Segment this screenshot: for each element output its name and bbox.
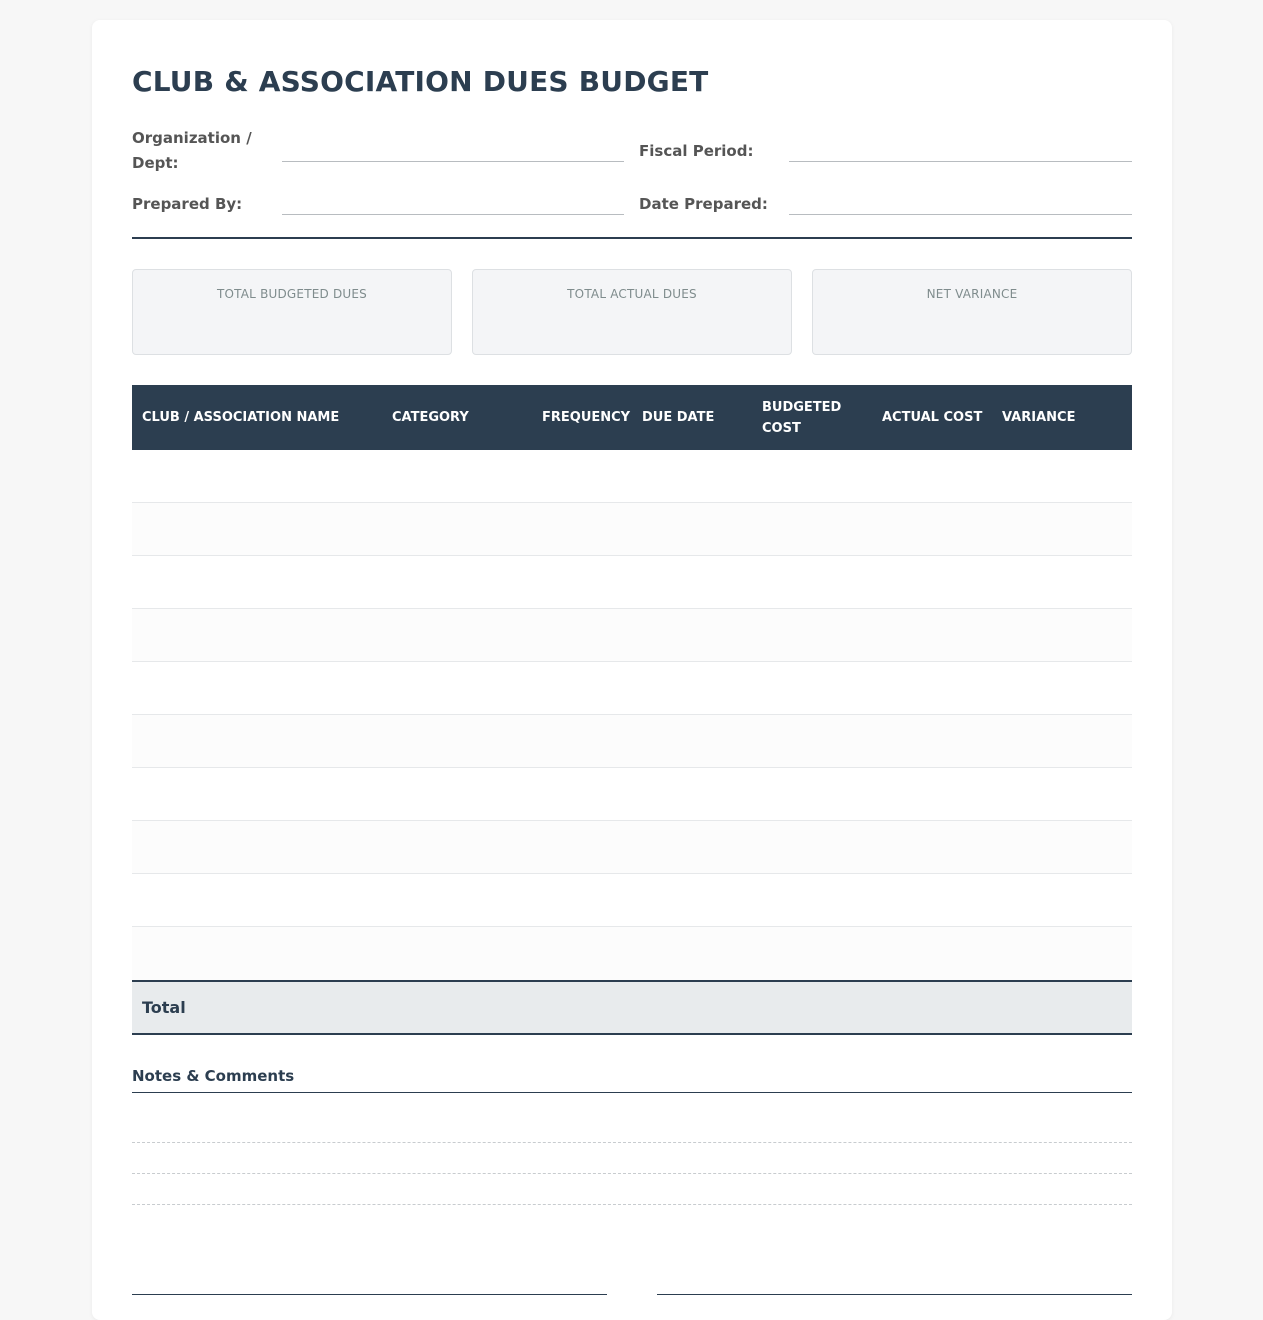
prepared-by-field[interactable] [282, 214, 624, 215]
column-header-due-date: DUE DATE [642, 410, 715, 425]
notes-line[interactable] [132, 1173, 1132, 1174]
table-row[interactable] [132, 609, 1132, 662]
notes-title: Notes & Comments [132, 1067, 1132, 1093]
column-header-actual-cost: ACTUAL COST [882, 410, 983, 425]
page-title: CLUB & ASSOCIATION DUES BUDGET [132, 65, 709, 98]
total-actual-label: TOTAL ACTUAL DUES [567, 287, 697, 301]
table-row[interactable] [132, 715, 1132, 768]
total-actual-card [472, 269, 792, 355]
table-header [132, 385, 1132, 450]
total-row [132, 980, 1132, 1035]
net-variance-card [812, 269, 1132, 355]
column-header-frequency: FREQUENCY [542, 410, 631, 425]
dues-table [132, 385, 1132, 1035]
table-row[interactable] [132, 927, 1132, 980]
table-row[interactable] [132, 450, 1132, 503]
net-variance-label: NET VARIANCE [926, 287, 1018, 301]
column-header-category: CATEGORY [392, 410, 469, 425]
table-row[interactable] [132, 821, 1132, 874]
header-divider [132, 237, 1132, 239]
total-label: Total [142, 998, 186, 1017]
date-prepared-field[interactable] [789, 214, 1132, 215]
notes-line[interactable] [132, 1204, 1132, 1205]
fiscal-period-field[interactable] [789, 161, 1132, 162]
column-header-variance: VARIANCE [1002, 410, 1076, 425]
organization-field[interactable] [282, 161, 624, 162]
budget-form-page [92, 20, 1172, 1320]
signature-date-line[interactable] [657, 1294, 1132, 1295]
signature-line[interactable] [132, 1294, 607, 1295]
date-prepared-label: Date Prepared: [639, 195, 768, 213]
table-row[interactable] [132, 874, 1132, 927]
table-row[interactable] [132, 556, 1132, 609]
table-row[interactable] [132, 503, 1132, 556]
table-body [132, 450, 1132, 980]
fiscal-period-label: Fiscal Period: [639, 142, 754, 160]
table-row[interactable] [132, 662, 1132, 715]
total-budgeted-card [132, 269, 452, 355]
column-header-name: CLUB / ASSOCIATION NAME [142, 410, 340, 425]
organization-label: Organization / Dept: [132, 129, 252, 172]
total-budgeted-label: TOTAL BUDGETED DUES [216, 287, 367, 301]
prepared-by-label: Prepared By: [132, 195, 243, 213]
notes-line[interactable] [132, 1142, 1132, 1143]
column-header-budgeted-cost: BUDGETED COST [762, 399, 842, 436]
table-row[interactable] [132, 768, 1132, 821]
